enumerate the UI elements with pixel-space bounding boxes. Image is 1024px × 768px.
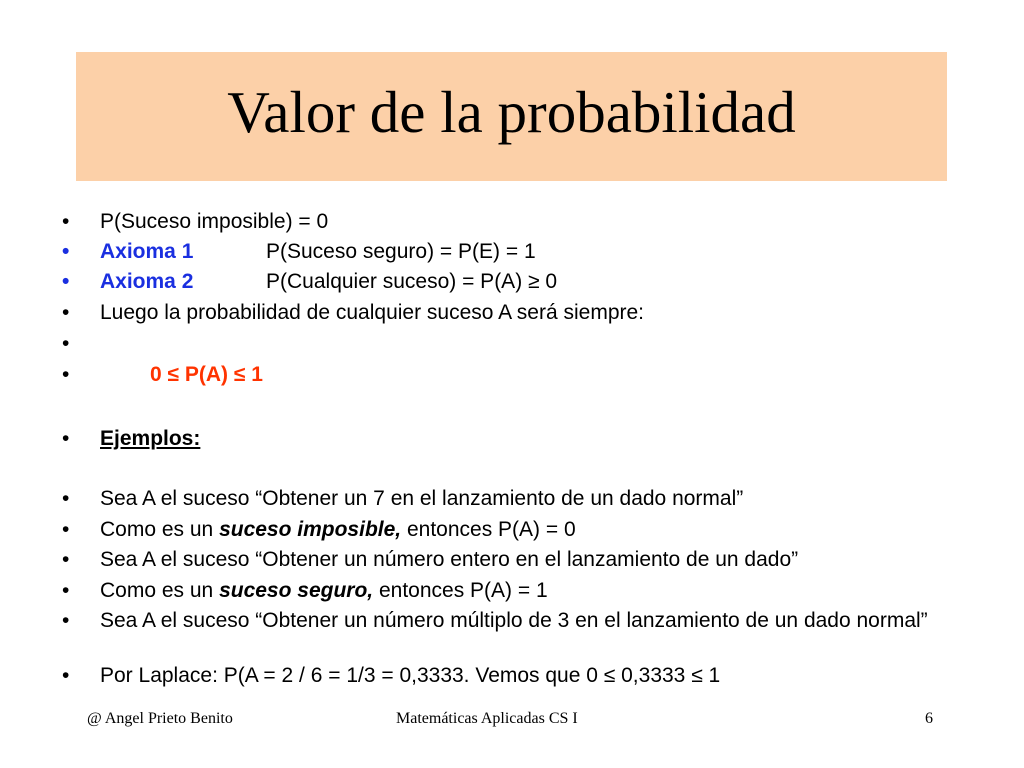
list-item xyxy=(0,661,1024,691)
bullet-icon: • xyxy=(62,270,70,293)
bullet-text: Por Laplace: P(A = 2 / 6 = 1/3 = 0,3333. Vemos que 0 ≤ 0,3333 ≤ 1 xyxy=(100,664,721,687)
emphasis-text: suceso seguro, xyxy=(219,579,374,602)
list-item xyxy=(0,576,1024,606)
bullet-text: Sea A el suceso “Obtener un número entero en el lanzamiento de un dado” xyxy=(100,548,799,571)
bullet-icon: • xyxy=(62,579,70,602)
bullet-text: Luego la probabilidad de cualquier suceso A será siempre: xyxy=(100,301,645,324)
bullet-icon: • xyxy=(62,332,70,355)
list-item xyxy=(0,329,1024,359)
bullet-icon: • xyxy=(62,427,70,450)
axiom-label: Axioma 1 xyxy=(100,240,194,263)
bullet-icon: • xyxy=(62,301,70,324)
list-item xyxy=(0,237,1024,267)
bullet-icon: • xyxy=(62,518,70,541)
list-item xyxy=(0,515,1024,545)
bullet-text: P(Suceso imposible) = 0 xyxy=(100,210,329,233)
list-item xyxy=(0,606,1024,658)
footer-course: Matemáticas Aplicadas CS I xyxy=(396,710,578,727)
axiom-text: P(Cualquier suceso) = P(A) ≥ 0 xyxy=(266,270,558,293)
bullet-icon: • xyxy=(62,363,70,386)
bullet-icon: • xyxy=(62,609,70,632)
axiom-text: P(Suceso seguro) = P(E) = 1 xyxy=(266,240,536,263)
list-item xyxy=(0,207,1024,237)
list-item xyxy=(0,424,1024,454)
list-item xyxy=(0,298,1024,328)
list-item xyxy=(0,545,1024,575)
bullet-icon: • xyxy=(62,548,70,571)
footer-page-number: 6 xyxy=(925,710,933,727)
bullet-text: Como es un suceso seguro, entonces P(A) = 1 xyxy=(100,579,548,602)
list-item xyxy=(0,484,1024,514)
bullet-icon: • xyxy=(62,487,70,510)
slide-title: Valor de la probabilidad xyxy=(227,79,796,145)
axiom-label: Axioma 2 xyxy=(100,270,194,293)
bullet-text: Sea A el suceso “Obtener un número múltiplo de 3 en el lanzamiento de un dado normal” xyxy=(100,609,928,632)
list-item xyxy=(0,267,1024,297)
bullet-text: Sea A el suceso “Obtener un 7 en el lanzamiento de un dado normal” xyxy=(100,487,744,510)
footer-author: @ Angel Prieto Benito xyxy=(87,710,233,727)
bullet-icon: • xyxy=(62,210,70,233)
bullet-icon: • xyxy=(62,664,70,687)
emphasis-text: suceso imposible, xyxy=(219,518,402,541)
bullet-text: Como es un suceso imposible, entonces P(A) = 0 xyxy=(100,518,576,541)
bullet-icon: • xyxy=(62,240,70,263)
examples-heading: Ejemplos: xyxy=(100,427,201,450)
list-item xyxy=(0,360,1024,390)
inequality-highlight: 0 ≤ P(A) ≤ 1 xyxy=(150,363,263,386)
